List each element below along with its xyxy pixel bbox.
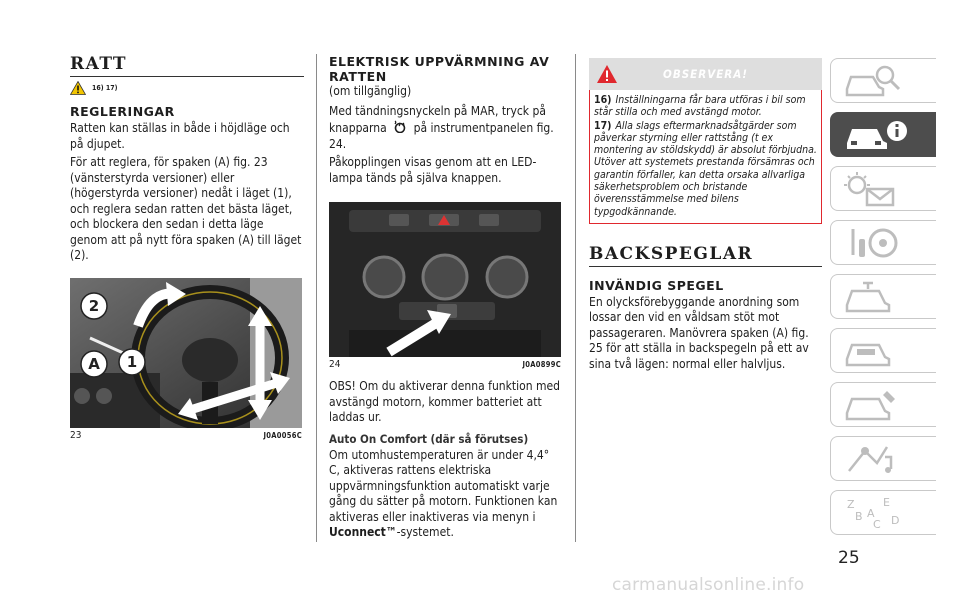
steering-wheel-photo (70, 278, 302, 428)
column-heated-steering (329, 54, 561, 541)
subheading-invandig-spegel: INVÄNDIG SPEGEL (589, 277, 724, 293)
figure-caption (329, 359, 561, 371)
tab-warning-lights[interactable] (830, 166, 936, 211)
paragraph-text: Om utomhustemperaturen är under 4,4° C, aktiveras rattens elektriska uppvärmningsfunktion automatiskt varje gång du sätter på motorn. Funktionen kan aktiveras eller inaktiveras via menyn i (329, 447, 558, 524)
warning-triangle-icon (70, 81, 86, 95)
figure-code: J0A0899C (522, 360, 561, 369)
car-info-icon (843, 117, 913, 153)
index-letter: C (873, 518, 881, 531)
index-letter: E (883, 496, 890, 509)
notice-item-17 (594, 120, 817, 218)
car-search-icon (843, 63, 903, 99)
driving-controls-icon (843, 225, 903, 261)
paragraph-availability: (om tillgänglig) (329, 84, 412, 98)
notice-header (589, 58, 822, 90)
paragraph (329, 104, 561, 153)
tab-car-breakdown[interactable] (830, 328, 936, 373)
column-divider (316, 54, 317, 542)
climate-panel-photo (329, 202, 561, 357)
index-letter: Z (847, 498, 855, 511)
multimedia-icon (843, 441, 903, 477)
figure-label-a: A (88, 354, 100, 373)
figure-23-steering-lever (70, 278, 302, 428)
paragraph-note: OBS! Om du aktiverar denna funktion med avstängd motorn, kommer batteriet att laddas ur. (329, 379, 560, 424)
tab-index[interactable] (830, 490, 936, 535)
tab-car-info[interactable] (830, 112, 936, 157)
notice-title: OBSERVERA! (663, 67, 748, 81)
paragraph-text: på instrumentpanelen fig. 24. (329, 121, 554, 151)
index-icon (843, 495, 903, 531)
road-safety-icon (843, 279, 903, 315)
note-number: 17) (594, 119, 612, 132)
section-title-ratt: RATT (70, 54, 304, 77)
section-title-heating: ELEKTRISK UPPVÄRMNING AV RATTEN (329, 54, 550, 84)
watermark: carmanualsonline.info (612, 575, 805, 595)
paragraph: Påkopplingen visas genom att en LED-lampa tänds på själva knappen. (329, 155, 537, 185)
paragraph: En olycksförebyggande anordning som lossar den vid en våldsam stöt mot passageraren. Manövrera spaken (A) fig. 25 för att ställa in backspegeln på ett av sina två lägen: normal eller halvljus. (589, 294, 809, 371)
figure-label-2: 2 (88, 296, 100, 315)
index-letter: D (891, 514, 900, 527)
heated-steering-wheel-icon (390, 119, 410, 133)
tab-multimedia[interactable] (830, 436, 936, 481)
tab-road-safety[interactable] (830, 274, 936, 319)
tab-car-service[interactable] (830, 382, 936, 427)
brand-uconnect: Uconnect™ (329, 525, 397, 539)
index-letter: B (855, 510, 863, 523)
figure-24-climate-panel (329, 202, 561, 357)
subheading-auto-on-comfort: Auto On Comfort (där så förutses) (329, 431, 529, 446)
note-number: 16) (594, 94, 612, 106)
figure-caption (70, 430, 302, 442)
warning-refs-text: 16) 17) (92, 84, 118, 92)
notice-item-16 (594, 94, 817, 119)
column-steering (70, 54, 304, 442)
column-notice-mirrors (589, 58, 822, 372)
note-text: Inställningarna får bara utföras i bil som står stilla och med avstängd motor. (594, 94, 806, 119)
warning-reference (70, 77, 304, 99)
paragraph: Ratten kan ställas in både i höjdläge och på djupet. (70, 121, 290, 151)
section-title-backspeglar: BACKSPEGLAR (589, 244, 822, 267)
paragraph-text: Med tändningsnyckeln på MAR, tryck på knapparna (329, 103, 546, 135)
warning-lights-icon (843, 171, 903, 207)
column-divider (575, 54, 576, 542)
tab-driving-controls[interactable] (830, 220, 936, 265)
car-breakdown-icon (843, 333, 903, 369)
paragraph-text: -systemet. (396, 525, 454, 539)
figure-number: 24 (329, 359, 341, 370)
note-text: Alla slags eftermarknadsåtgärder som påverkar styrning eller rattstång (t ex montering av stöldskydd) är absolut förbjudna. Utöver att systemets prestanda försämras och garantin förfaller, kan detta orsaka allvarliga säkerhetsproblem och bristande överensstämmelse med bilens typgodkännande. (594, 119, 817, 218)
tab-car-search[interactable] (830, 58, 936, 103)
car-service-icon (843, 387, 903, 423)
page-number: 25 (838, 548, 860, 568)
chapter-tabs (830, 58, 936, 544)
figure-label-1: 1 (126, 352, 138, 371)
figure-code: J0A0056C (263, 430, 302, 440)
paragraph (329, 448, 561, 541)
subheading-regleringar: REGLERINGAR (70, 104, 175, 119)
notice-box (589, 90, 822, 224)
paragraph: För att reglera, för spaken (A) fig. 23 (vänsterstyrda versioner) eller (högerstyrda versioner) nedåt i läget (1), och reglera sedan ratten det bästa läget, och blockera den sedan i detta läge genom att på nytt föra spaken (A) till läget (2). (70, 155, 302, 262)
figure-number: 23 (70, 429, 82, 441)
index-letter: A (867, 507, 875, 520)
